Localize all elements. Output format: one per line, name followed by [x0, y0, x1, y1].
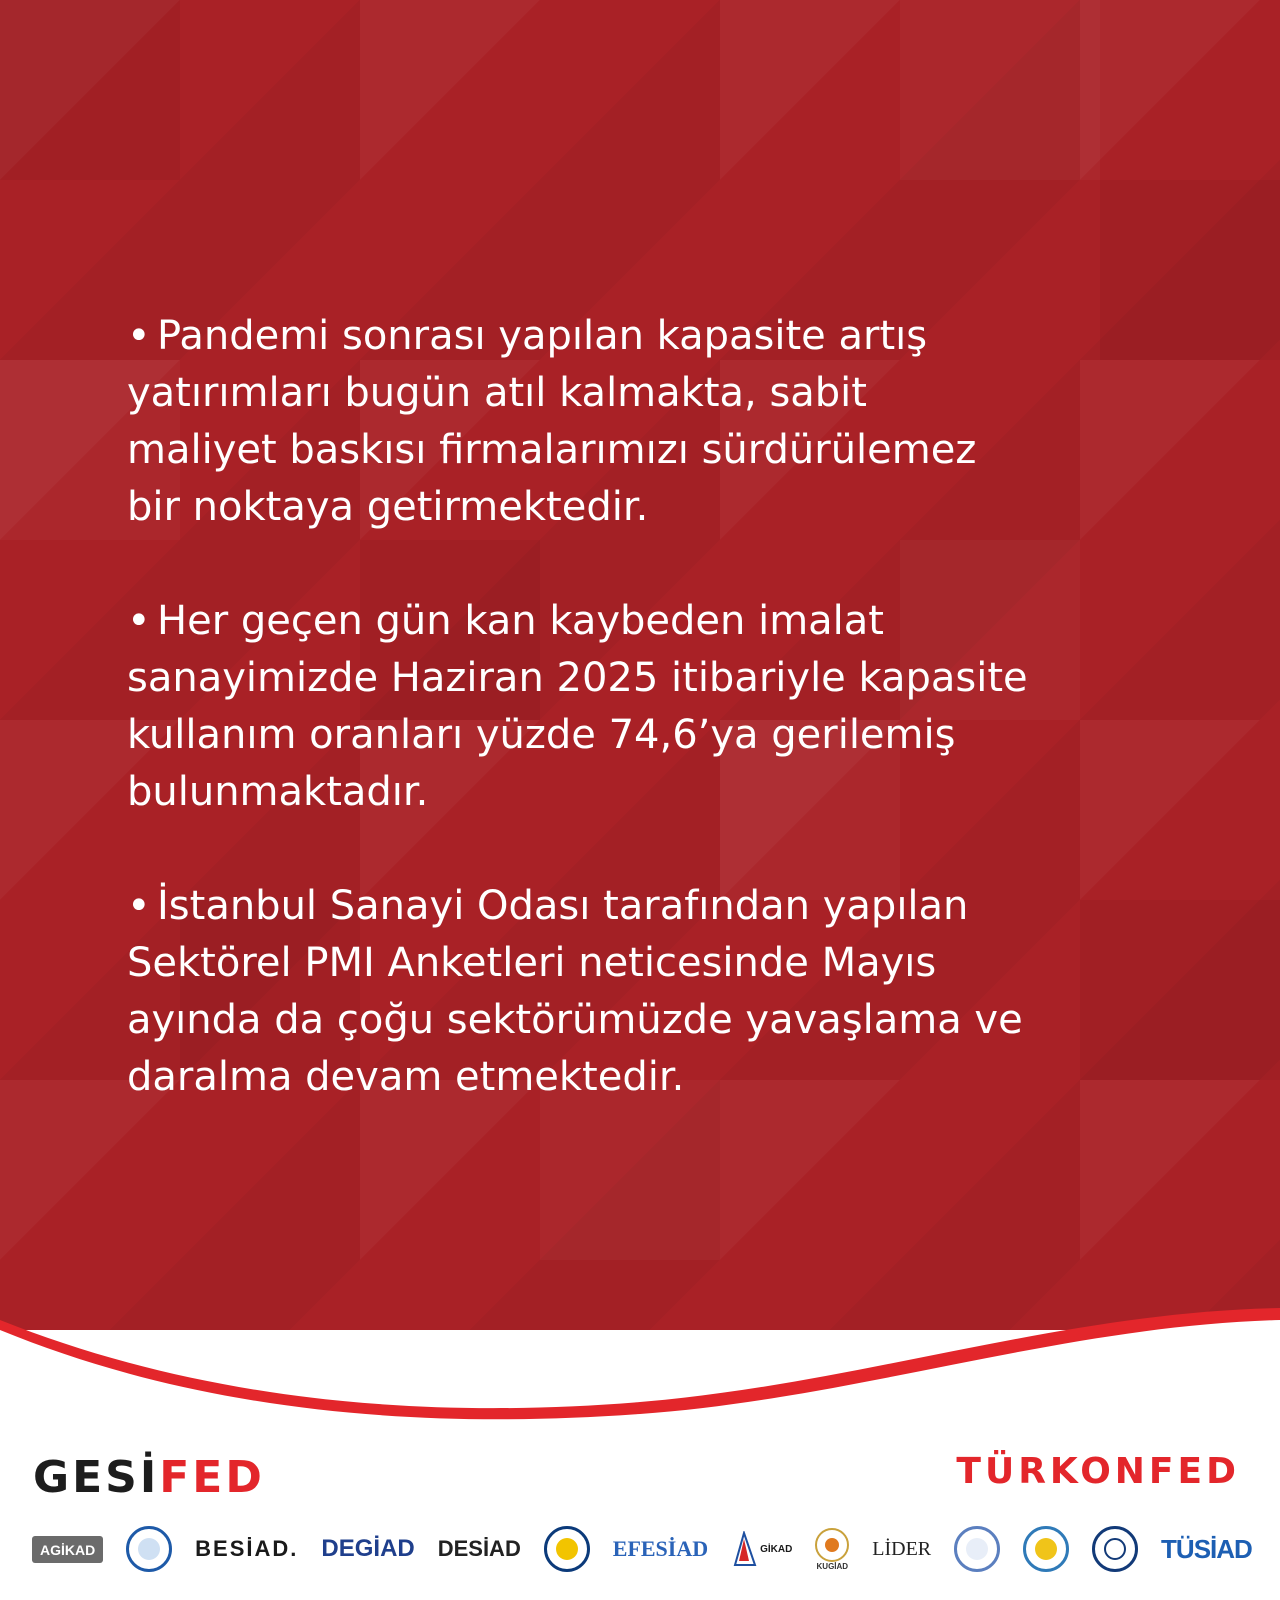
bullet-text: Her geçen gün kan kaybeden imalat	[157, 598, 884, 644]
logo-label: GİKAD	[760, 1543, 793, 1555]
gesifed-logo	[33, 1452, 265, 1504]
logo-label: DEGİAD	[321, 1535, 415, 1562]
bullet-symbol: •	[127, 313, 151, 359]
logo-label: AGİKAD	[40, 1541, 96, 1558]
bullet-symbol: •	[127, 883, 151, 929]
bullet-line: yatırımları bugün atıl kalmakta, sabit	[127, 370, 867, 416]
bullet-text: Pandemi sonrası yapılan kapasite artış	[157, 313, 928, 359]
kugiad-logo	[815, 1524, 849, 1574]
bullet-line: Sektörel PMI Anketleri neticesinde Mayıs	[127, 940, 937, 986]
round-seal-logo	[954, 1524, 1000, 1574]
gikad-logo	[731, 1524, 792, 1574]
bullet-item-3	[127, 878, 1187, 1106]
white-wave-divider	[0, 1290, 1280, 1450]
bullet-line	[127, 308, 1187, 365]
round-seal-logo	[1023, 1524, 1069, 1574]
gikad-sail-icon	[731, 1531, 757, 1567]
besiad-logo	[195, 1524, 298, 1574]
bullet-symbol: •	[127, 598, 151, 644]
logo-label: TÜSİAD	[1161, 1533, 1252, 1564]
bullet-line: ayında da çoğu sektörümüzde yavaşlama ve	[127, 997, 1023, 1043]
bullet-line	[127, 878, 1187, 935]
tusiad-logo	[1161, 1524, 1252, 1574]
desiad-logo	[438, 1524, 521, 1574]
bullet-line: bir noktaya getirmektedir.	[127, 484, 649, 530]
round-seal-logo	[544, 1524, 590, 1574]
bullet-line	[127, 593, 1187, 650]
agikad-logo	[32, 1524, 103, 1574]
bullet-line: daralma devam etmektedir.	[127, 1054, 685, 1100]
logo-label: EFESİAD	[612, 1536, 709, 1561]
efesiad-logo	[613, 1524, 708, 1574]
gesifed-logo-part2: FED	[159, 1452, 265, 1503]
bullet-line: kullanım oranları yüzde 74,6’ya gerilemiş	[127, 712, 956, 758]
lider-logo	[872, 1524, 931, 1574]
logo-label: LİDER	[872, 1537, 932, 1560]
bullet-item-2	[127, 593, 1187, 821]
round-seal-logo	[1092, 1524, 1138, 1574]
degiad-logo	[321, 1524, 414, 1574]
turkonfed-logo: TÜRKONFED	[956, 1451, 1240, 1492]
bullet-line: bulunmaktadır.	[127, 769, 429, 815]
logo-label: KUGİAD	[816, 1561, 849, 1571]
logo-label: DESİAD	[437, 1536, 521, 1561]
bullet-item-1	[127, 308, 1187, 536]
gesifed-logo-part1: GESİ	[33, 1452, 160, 1503]
bullet-line: maliyet baskısı firmalarımızı sürdürülemez	[127, 427, 977, 473]
bullet-list	[127, 308, 1187, 1163]
logo-label: BESİAD.	[195, 1536, 299, 1561]
bullet-line: sanayimizde Haziran 2025 itibariyle kapasite	[127, 655, 1028, 701]
round-seal-logo	[126, 1524, 172, 1574]
association-logos-row	[32, 1520, 1252, 1578]
bullet-text: İstanbul Sanayi Odası tarafından yapılan	[157, 883, 969, 929]
